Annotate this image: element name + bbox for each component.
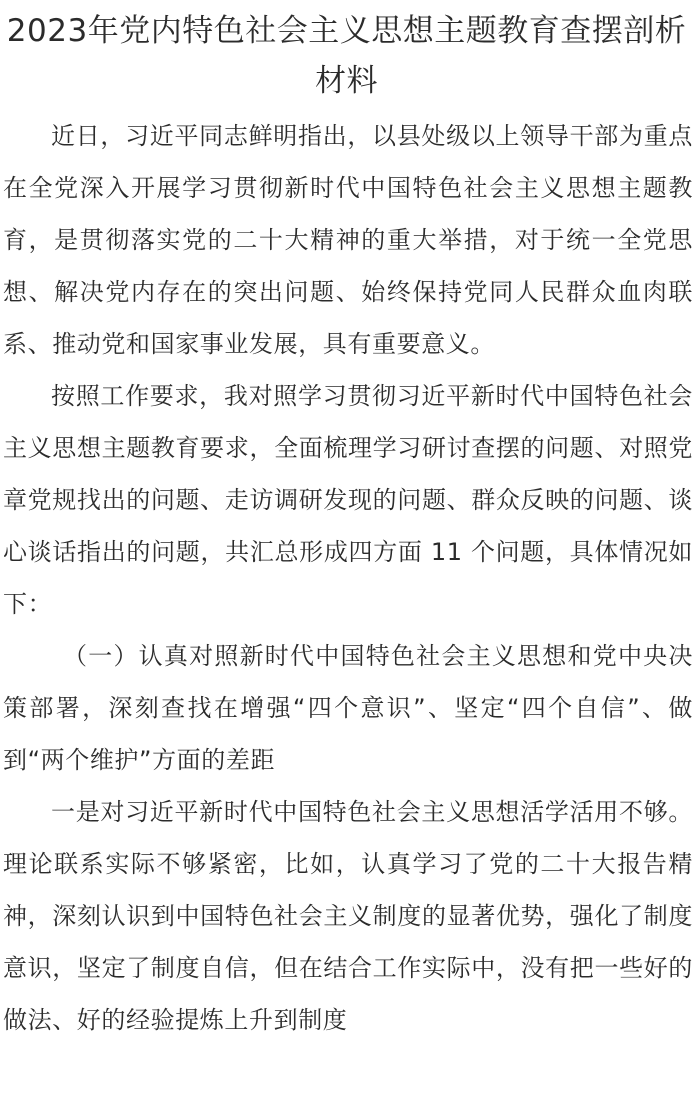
document-title: 2023年党内特色社会主义思想主题教育查摆剖析材料 — [6, 13, 687, 99]
paragraph-intro: 近日，习近平同志鲜明指出，以县处级以上领导干部为重点在全党深入开展学习贯彻新时代中国特色社会主义思想主题教育，是贯彻落实党的二十大精神的重大举措，对于统一全党思想、解决党内存在的突出问题、始终保持党同人民群众血肉联系、推动党和国家事业发展，具有重要意义。 — [3, 122, 693, 358]
paragraph-issue-1: 一是对习近平新时代中国特色社会主义思想活学活用不够。理论联系实际不够紧密，比如，认真学习了党的二十大报告精神，深刻认识到中国特色社会主义制度的显著优势，强化了制度意识，坚定了制度自信，但在结合工作实际中，没有把一些好的做法、好的经验提炼上升到制度 — [3, 798, 693, 1034]
section-heading-1: （一）认真对照新时代中国特色社会主义思想和党中央决策部署，深刻查找在增强“四个意识”、坚定“四个自信”、做到“两个维护”方面的差距 — [3, 642, 693, 774]
paragraph-work-requirements: 按照工作要求，我对照学习贯彻习近平新时代中国特色社会主义思想主题教育要求，全面梳理学习研讨查摆的问题、对照党章党规找出的问题、走访调研发现的问题、群众反映的问题、谈心谈话指出的问题，共汇总形成四方面 11 个问题，具体情况如下： — [3, 382, 693, 618]
document-body — [0, 106, 693, 1046]
